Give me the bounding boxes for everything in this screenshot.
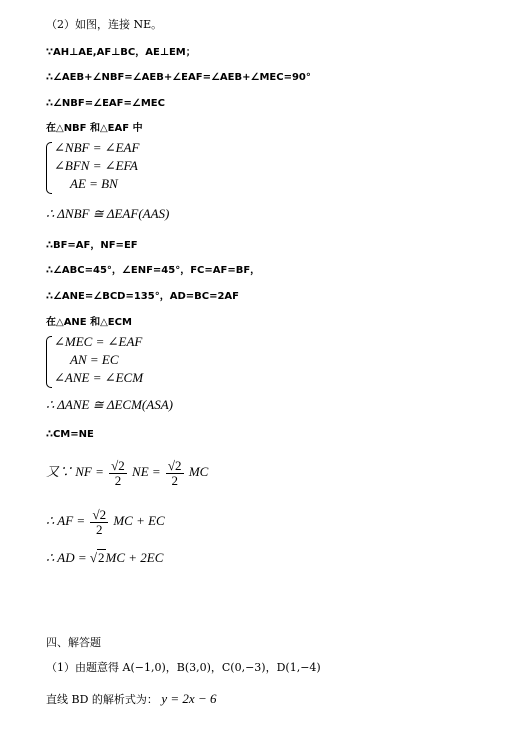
nf-prefix: 又∵ NF = bbox=[46, 464, 104, 479]
system2-row: ∠ANE = ∠ECM bbox=[54, 370, 144, 385]
angle-equality-line: ∴∠NBF=∠EAF=∠MEC bbox=[46, 98, 165, 109]
fraction: $\frac{√2}{2}$ bbox=[111, 458, 125, 489]
system1-row: ∠NBF = ∠EAF bbox=[54, 140, 140, 155]
congruence-1: ∴ ΔNBF ≅ ΔEAF(AAS) bbox=[46, 206, 170, 221]
ad-tail: MC + 2EC bbox=[105, 550, 164, 565]
nf-mid: NE = bbox=[132, 464, 161, 479]
system2-row: ∠MEC = ∠EAF bbox=[54, 334, 143, 349]
angle-values-line: ∴∠ABC=45°，∠ENF=45°，FC=AF=BF， bbox=[46, 265, 261, 276]
line-bd-equation bbox=[46, 692, 216, 708]
ad-prefix: ∴ AD = bbox=[46, 550, 87, 565]
cm-equals-ne: ∴CM=NE bbox=[46, 429, 94, 440]
system1-row: AE = BN bbox=[70, 176, 118, 191]
left-brace bbox=[46, 142, 52, 194]
coordinates-line: （1）由题意得 A(−1,0)，B(3,0)，C(0,−3)，D(1,−4) bbox=[46, 661, 321, 674]
left-brace bbox=[46, 336, 52, 388]
line-bd-label: 直线 BD 的解析式为： bbox=[46, 693, 158, 706]
square-root: √2 bbox=[89, 550, 105, 565]
af-prefix: ∴ AF = bbox=[46, 513, 86, 528]
equal-segments-line: ∴BF=AF，NF=EF bbox=[46, 240, 138, 251]
system1-row: ∠BFN = ∠EFA bbox=[54, 158, 138, 173]
angle-sum-line: ∴∠AEB+∠NBF=∠AEB+∠EAF=∠AEB+∠MEC=90° bbox=[46, 72, 311, 83]
line-bd-formula: y = 2x − 6 bbox=[161, 691, 217, 706]
triangle-pair-1-intro: 在△NBF 和△EAF 中 bbox=[46, 123, 143, 134]
af-tail: MC + EC bbox=[113, 513, 165, 528]
ad-equation bbox=[46, 549, 163, 567]
given-perpendiculars: ∵AH⊥AE,AF⊥BC，AE⊥EM； bbox=[46, 47, 196, 58]
af-equation bbox=[46, 503, 165, 539]
step-intro: （2）如图，连接 NE。 bbox=[46, 18, 163, 31]
system2-row: AN = EC bbox=[70, 352, 119, 367]
angle-and-length-line: ∴∠ANE=∠BCD=135°，AD=BC=2AF bbox=[46, 291, 240, 302]
congruence-2: ∴ ΔANE ≅ ΔECM(ASA) bbox=[46, 397, 173, 412]
fraction: $\frac{√2}{2}$ bbox=[92, 507, 107, 538]
nf-equation bbox=[46, 454, 208, 490]
section-heading: 四、解答题 bbox=[46, 636, 101, 649]
fraction: $\frac{√2}{2}$ bbox=[167, 458, 182, 489]
triangle-pair-2-intro: 在△ANE 和△ECM bbox=[46, 317, 132, 328]
nf-tail: MC bbox=[188, 464, 209, 479]
